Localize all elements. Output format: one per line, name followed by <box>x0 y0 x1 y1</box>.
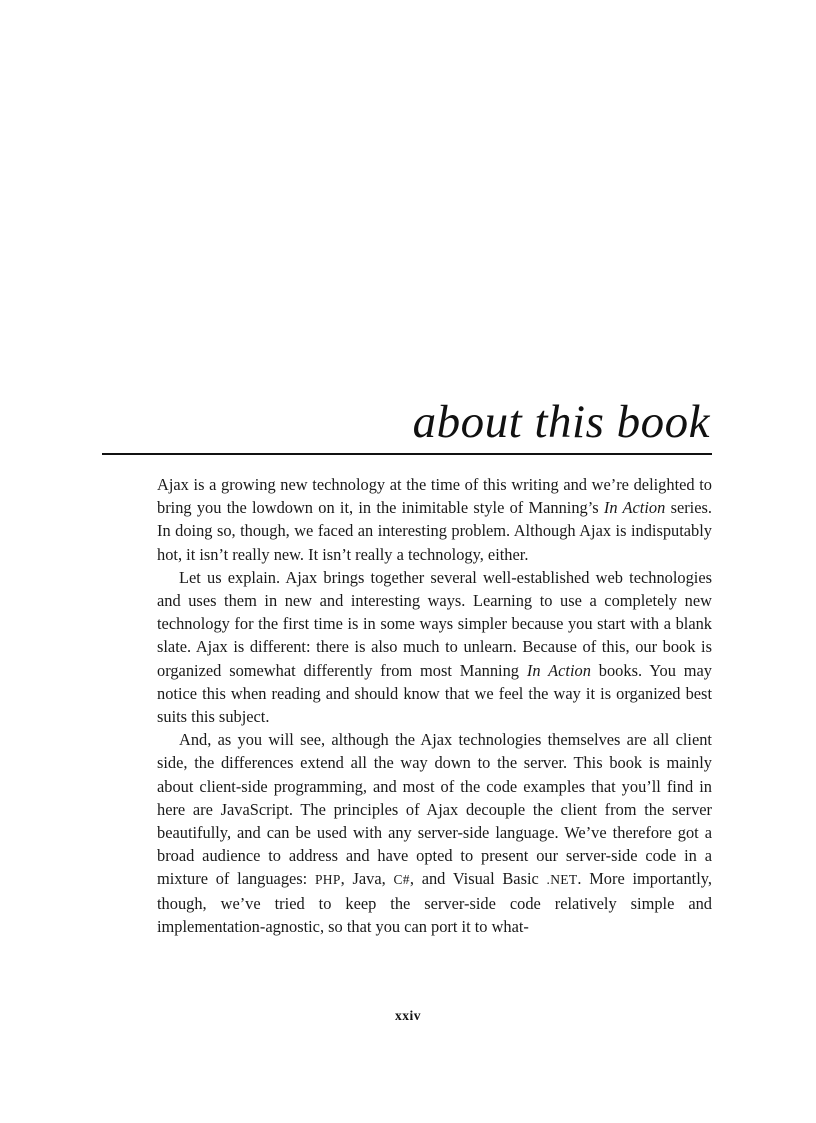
paragraph-server <box>157 728 712 938</box>
chapter-title: about this book <box>412 396 710 448</box>
page-number: xxiv <box>394 1008 421 1023</box>
language-dotnet: .NET <box>546 872 578 888</box>
paragraph-text: books. You may notice this when reading and should know that we feel the way it is organized best suits this subject. <box>157 660 713 727</box>
paragraph-text: And, as you will see, although the Ajax technologies themselves are all client side, the differences extend all the way down to the server. This book is mainly about client-side programming, and most of the code examples that you’ll find in here are JavaScript. The principles of Ajax decouple the client from the server beautifully, and can be used with any server-side language. We’ve therefore got a broad audience to address and have opted to present our server-side code in a mixture of languages: <box>157 730 712 889</box>
paragraph-explain <box>157 566 712 728</box>
paragraph-intro <box>157 473 712 566</box>
paragraph-text: , and Visual Basic <box>409 869 547 889</box>
language-php: PHP <box>314 872 341 888</box>
title-rule <box>102 453 712 455</box>
paragraph-text: Ajax is a growing new technology at the time of this writing and we’re delighted to bring you the lowdown on it, in the inimitable style of Manning’s <box>157 475 712 518</box>
series-name: In Action <box>603 498 666 518</box>
body-text <box>157 473 712 938</box>
paragraph-text: series. In doing so, though, we faced an interesting problem. Although Ajax is indisputably hot, it isn’t really new. It isn’t really a technology, either. <box>157 498 712 564</box>
language-csharp: C# <box>393 872 410 888</box>
paragraph-text: . More importantly, though, we’ve tried to keep the server-side code relatively simple and implementation-agnostic, so that you can port it to what- <box>157 869 712 936</box>
paragraph-text: Let us explain. Ajax brings together several well-established web technologies and uses them in new and interesting ways. Learning to use a completely new technology for the first time is in some ways simpler because you start with a blank slate. Ajax is different: there is also much to unlearn. Because of this, our book is organized somewhat differently from most Manning <box>157 567 712 680</box>
paragraph-text: , Java, <box>340 869 394 889</box>
series-name: In Action <box>526 660 591 680</box>
